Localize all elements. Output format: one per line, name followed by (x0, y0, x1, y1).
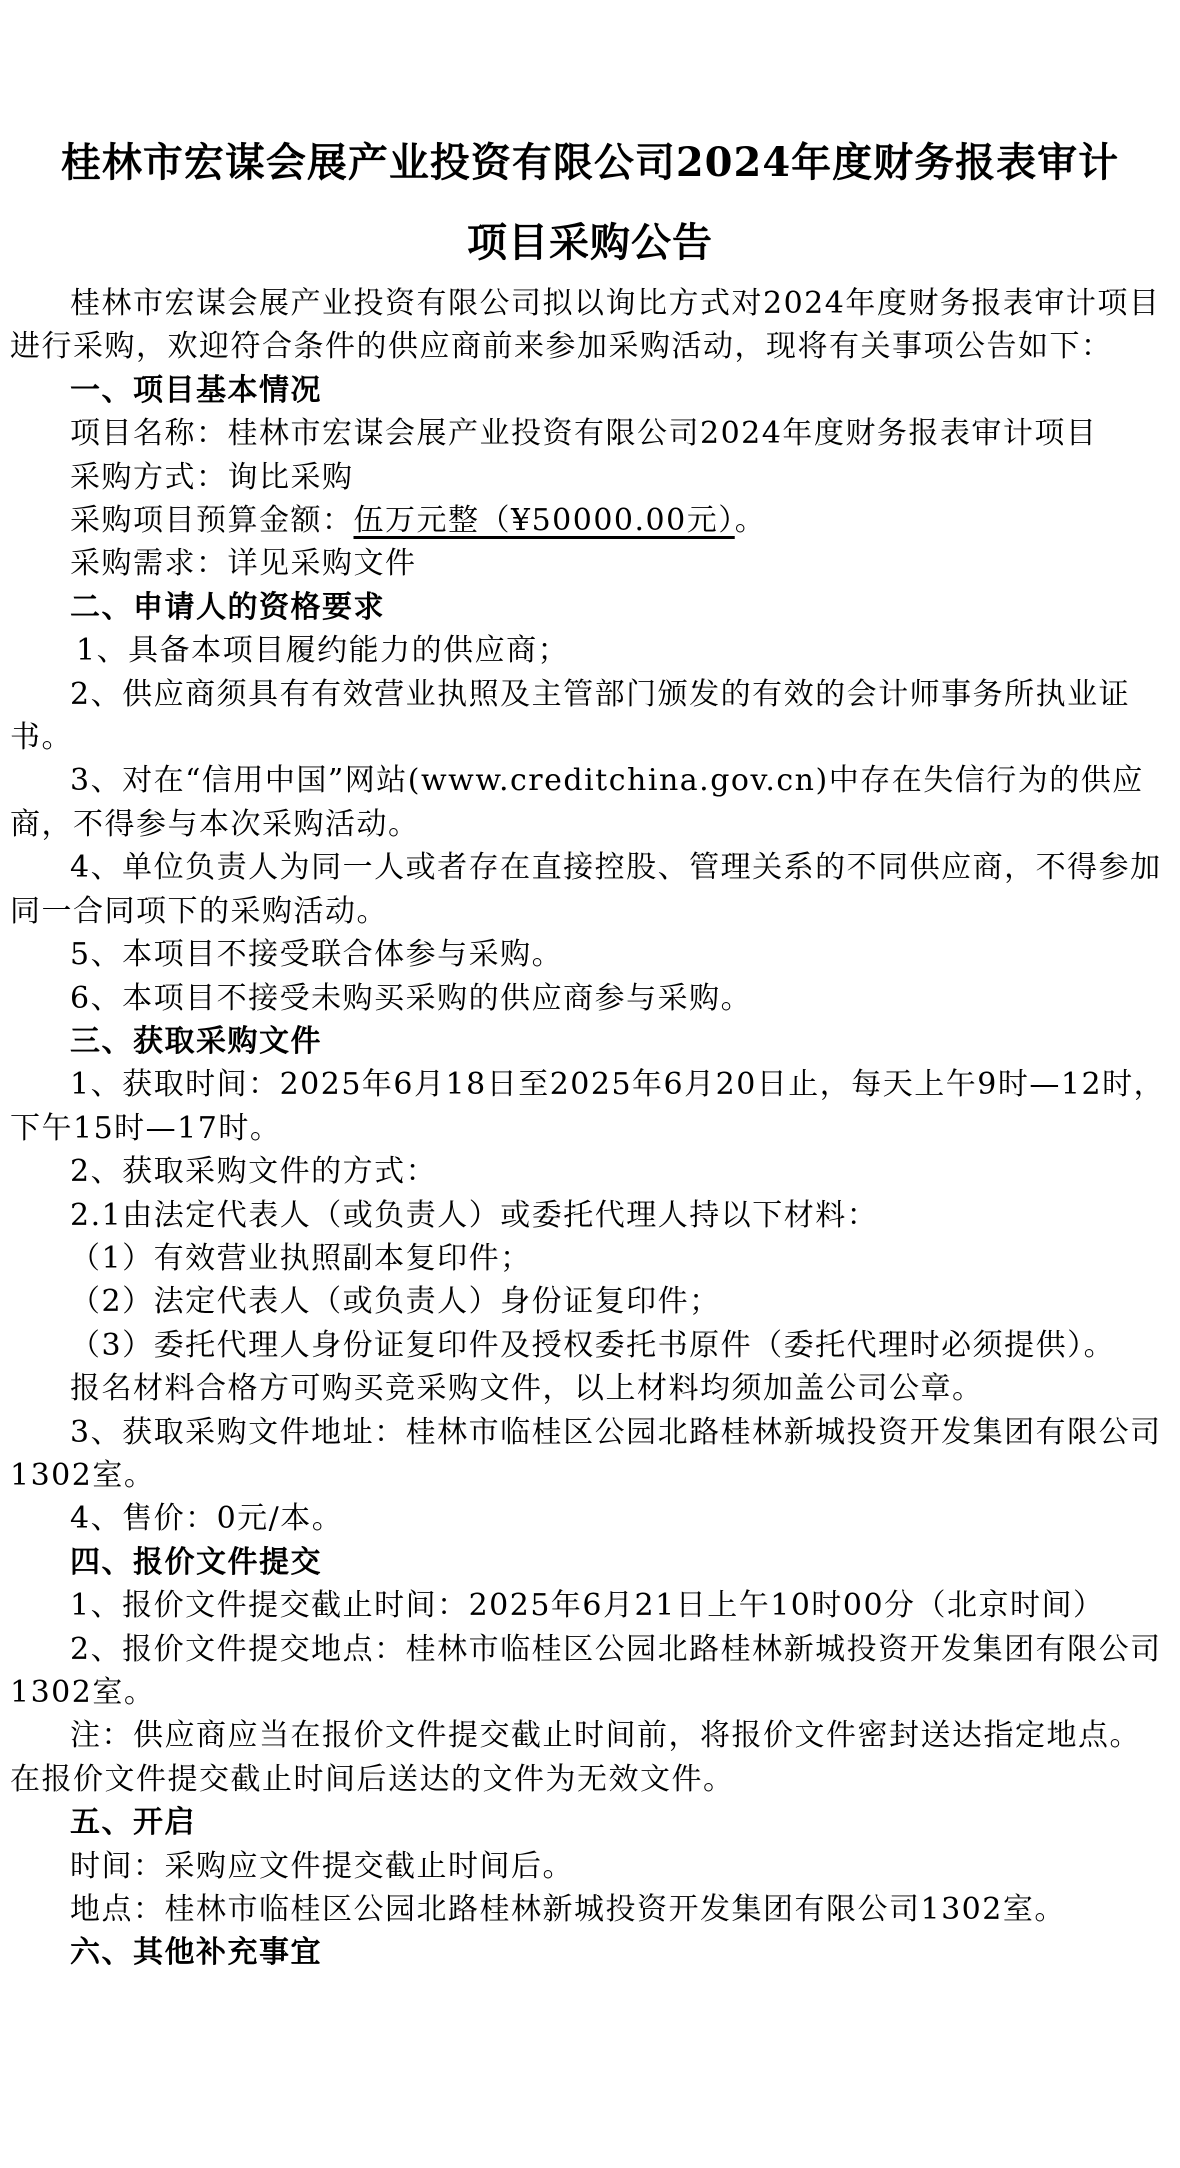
budget-line (10, 499, 1170, 542)
opening-place: 地点：桂林市临桂区公园北路桂林新城投资开发集团有限公司1302室。 (70, 1892, 1066, 1928)
procurement-demand: 采购需求：详见采购文件 (70, 546, 417, 582)
section-6-heading: 六、其他补充事宜 (70, 1935, 322, 1971)
project-name: 项目名称：桂林市宏谋会展产业投资有限公司2024年度财务报表审计项目 (70, 416, 1098, 452)
material-1: （1）有效营业执照副本复印件； (70, 1240, 532, 1276)
submission-deadline: 1、报价文件提交截止时间：2025年6月21日上午10时00分（北京时间） (70, 1588, 1105, 1624)
procurement-method: 采购方式：询比采购 (70, 459, 354, 495)
section-4-heading: 四、报价文件提交 (70, 1544, 322, 1580)
document-price: 4、售价：0元/本。 (70, 1501, 344, 1537)
requirement-1: 1、具备本项目履约能力的供应商； (76, 633, 570, 669)
acquisition-way-2-1: 2.1由法定代表人（或负责人）或委托代理人持以下材料： (70, 1197, 879, 1233)
requirement-5: 5、本项目不接受联合体参与采购。 (70, 937, 564, 973)
section-1-heading: 一、项目基本情况 (70, 372, 322, 408)
budget-amount: 伍万元整（¥50000.00元） (353, 503, 735, 539)
requirement-2: 2、供应商须具有有效营业执照及主管部门颁发的有效的会计师事务所执业证书。 (10, 676, 1131, 756)
document-title-line-2: 项目采购公告 (467, 219, 713, 266)
section-2-heading: 二、申请人的资格要求 (70, 589, 385, 625)
submission-place: 2、报价文件提交地点：桂林市临桂区公园北路桂林新城投资开发集团有限公司1302室。 (10, 1631, 1162, 1710)
material-3: （3）委托代理人身份证复印件及授权委托书原件（委托代理时必须提供）。 (70, 1327, 1116, 1363)
acquisition-time: 1、获取时间：2025年6月18日至2025年6月20日止，每天上午9时—12时，下午15时—17时。 (10, 1067, 1166, 1146)
section-5-heading: 五、开启 (70, 1805, 196, 1841)
requirement-6: 6、本项目不接受未购买采购的供应商参与采购。 (70, 980, 753, 1016)
submission-note: 注：供应商应当在报价文件提交截止时间前，将报价文件密封送达指定地点。在报价文件提交截止时间后送达的文件为无效文件。 (10, 1718, 1141, 1797)
section-3-heading: 三、获取采购文件 (70, 1023, 322, 1059)
requirement-3: 3、对在“信用中国”网站(www.creditchina.gov.cn)中存在失信行为的供应商，不得参与本次采购活动。 (10, 763, 1144, 842)
opening-time: 时间：采购应文件提交截止时间后。 (70, 1848, 574, 1884)
budget-end: 。 (734, 503, 767, 539)
intro-paragraph: 桂林市宏谋会展产业投资有限公司拟以询比方式对2024年度财务报表审计项目进行采购，欢迎符合条件的供应商前来参加采购活动，现将有关事项公告如下： (10, 286, 1161, 365)
acquisition-way: 2、获取采购文件的方式： (70, 1154, 438, 1190)
requirement-4: 4、单位负责人为同一人或者存在直接控股、管理关系的不同供应商，不得参加同一合同项下的采购活动。 (10, 850, 1162, 929)
acquisition-address: 3、获取采购文件地址：桂林市临桂区公园北路桂林新城投资开发集团有限公司1302室。 (10, 1414, 1162, 1493)
document-body (10, 282, 1170, 1975)
document-title-line-1: 桂林市宏谋会展产业投资有限公司2024年度财务报表审计 (60, 139, 1120, 186)
material-2: （2）法定代表人（或负责人）身份证复印件； (70, 1284, 721, 1320)
registration-note: 报名材料合格方可购买竞采购文件，以上材料均须加盖公司公章。 (70, 1371, 984, 1407)
budget-label: 采购项目预算金额： (70, 503, 354, 539)
